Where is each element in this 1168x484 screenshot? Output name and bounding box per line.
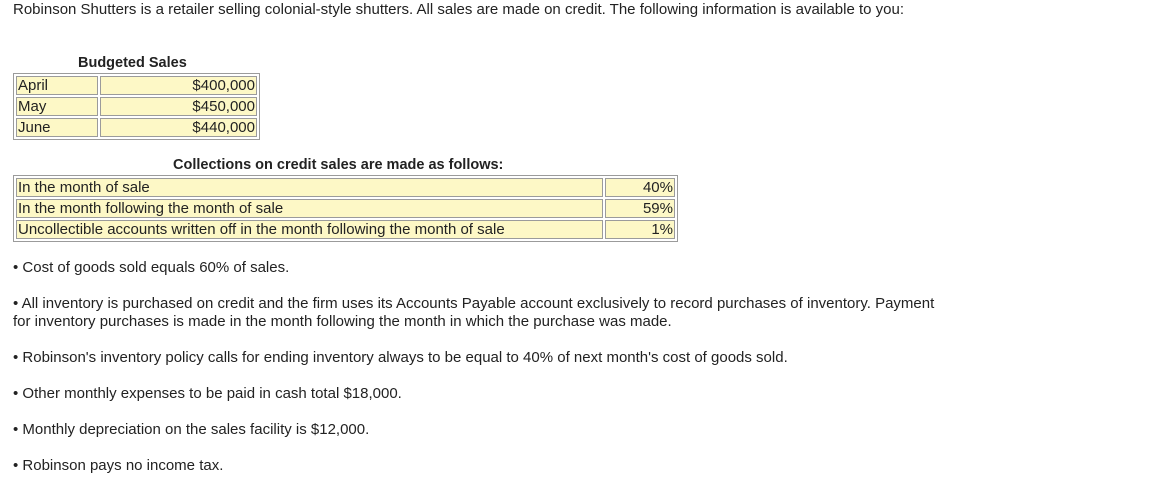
collections-table (13, 175, 678, 242)
collection-description-cell: Uncollectible accounts written off in the month following the month of sale (16, 220, 603, 239)
table-row (16, 76, 257, 95)
intro-paragraph: Robinson Shutters is a retailer selling colonial-style shutters. All sales are made on credit. The following information is available to you: (13, 1, 905, 18)
table-row (16, 178, 675, 197)
sales-amount-cell: $440,000 (100, 118, 257, 137)
collections-title: Collections on credit sales are made as follows: (173, 157, 504, 173)
bullet-inventory-purchases: • All inventory is purchased on credit and the firm uses its Accounts Payable account exclusively to record purchases of inventory. Payment for inventory purchases is made in the month following the month in which the purchase was made. (13, 295, 935, 330)
sales-month-cell: May (16, 97, 98, 116)
sales-month-cell: June (16, 118, 98, 137)
collection-percent-cell: 59% (605, 199, 675, 218)
collection-percent-cell: 40% (605, 178, 675, 197)
sales-amount-cell: $400,000 (100, 76, 257, 95)
collection-percent-cell: 1% (605, 220, 675, 239)
sales-amount-cell: $450,000 (100, 97, 257, 116)
table-row (16, 199, 675, 218)
table-row (16, 220, 675, 239)
sales-month-cell: April (16, 76, 98, 95)
budgeted-sales-title: Budgeted Sales (78, 55, 187, 71)
collection-description-cell: In the month following the month of sale (16, 199, 603, 218)
collection-description-cell: In the month of sale (16, 178, 603, 197)
bullet-depreciation: • Monthly depreciation on the sales facility is $12,000. (13, 421, 370, 438)
bullet-inventory-policy: • Robinson's inventory policy calls for ending inventory always to be equal to 40% of next month's cost of goods sold. (13, 349, 788, 366)
budgeted-sales-table (13, 73, 260, 140)
bullet-income-tax: • Robinson pays no income tax. (13, 457, 224, 474)
table-row (16, 97, 257, 116)
bullet-other-expenses: • Other monthly expenses to be paid in cash total $18,000. (13, 385, 402, 402)
bullet-cogs: • Cost of goods sold equals 60% of sales. (13, 259, 290, 276)
table-row (16, 118, 257, 137)
